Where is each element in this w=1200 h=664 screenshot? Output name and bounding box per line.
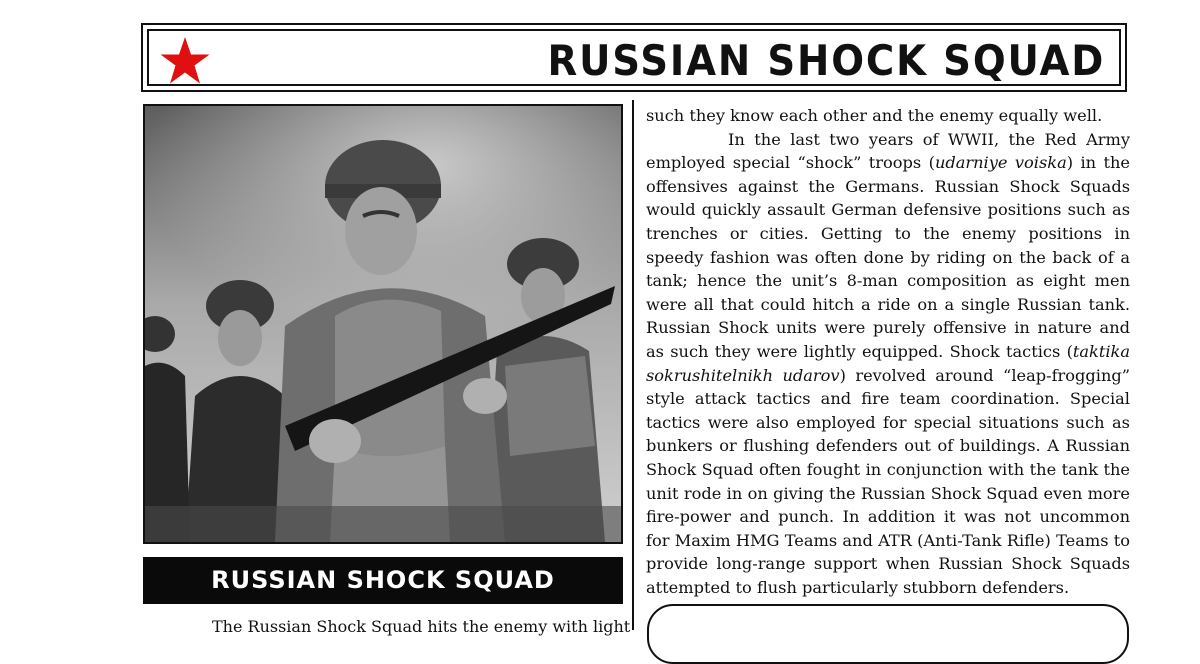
star-shape <box>161 37 210 84</box>
photo-caption: RUSSIAN SHOCK SQUAD <box>143 557 623 604</box>
header-banner <box>141 23 1127 92</box>
article-body <box>646 104 1130 599</box>
page-title: RUSSIAN SHOCK SQUAD <box>547 36 1105 85</box>
article-paragraph-1: such they know each other and the enemy equally well. <box>646 106 1103 125</box>
intro-text: The Russian Shock Squad hits the enemy with light <box>212 617 631 636</box>
column-divider <box>632 100 634 630</box>
term-udarniye-voiska: udarniye voiska <box>934 153 1067 173</box>
photo-ground <box>145 506 621 542</box>
rounded-box-outline <box>647 604 1129 664</box>
soldiers-photo <box>143 104 623 544</box>
header-inner-border <box>147 29 1121 86</box>
paragraph-2-part-b: ) in the offensives against the Germans. Russian Shock Squads would quickly assault German defensive positions such as trenches or cities. Getting to the enemy positions in speedy fashion was often done by riding on the back of a tank; hence the unit’s 8-man composition as eight men were all that could hitch a ride on a single Russian tank. Russian Shock units were purely offensive in nature and as such they were lightly equipped. Shock tactics ( <box>646 153 1130 361</box>
paragraph-2-part-a: In the last two years of WWII, the Red Army employed special “shock” troops ( <box>646 129 1130 173</box>
article-paragraph-2 <box>646 128 1130 600</box>
term-taktika: taktika sokrushitelnikh udarov <box>646 341 1130 385</box>
red-star-icon <box>159 35 211 87</box>
paragraph-2-part-c: ) revolved around “leap-frogging” style attack tactics and fire team coordination. Special tactics were also employed for special situations such as bunkers or flushing defenders out of buildings. A Russian Shock Squad often fought in conjunction with the tank the unit rode in on giving the Russian Shock Squad even more fire-power and punch. In addition it was not uncommon for Maxim HMG Teams and ATR (Anti-Tank Rifle) Teams to provide long-range support when Russian Shock Squads attempted to flush particularly stubborn defenders. <box>646 365 1131 597</box>
